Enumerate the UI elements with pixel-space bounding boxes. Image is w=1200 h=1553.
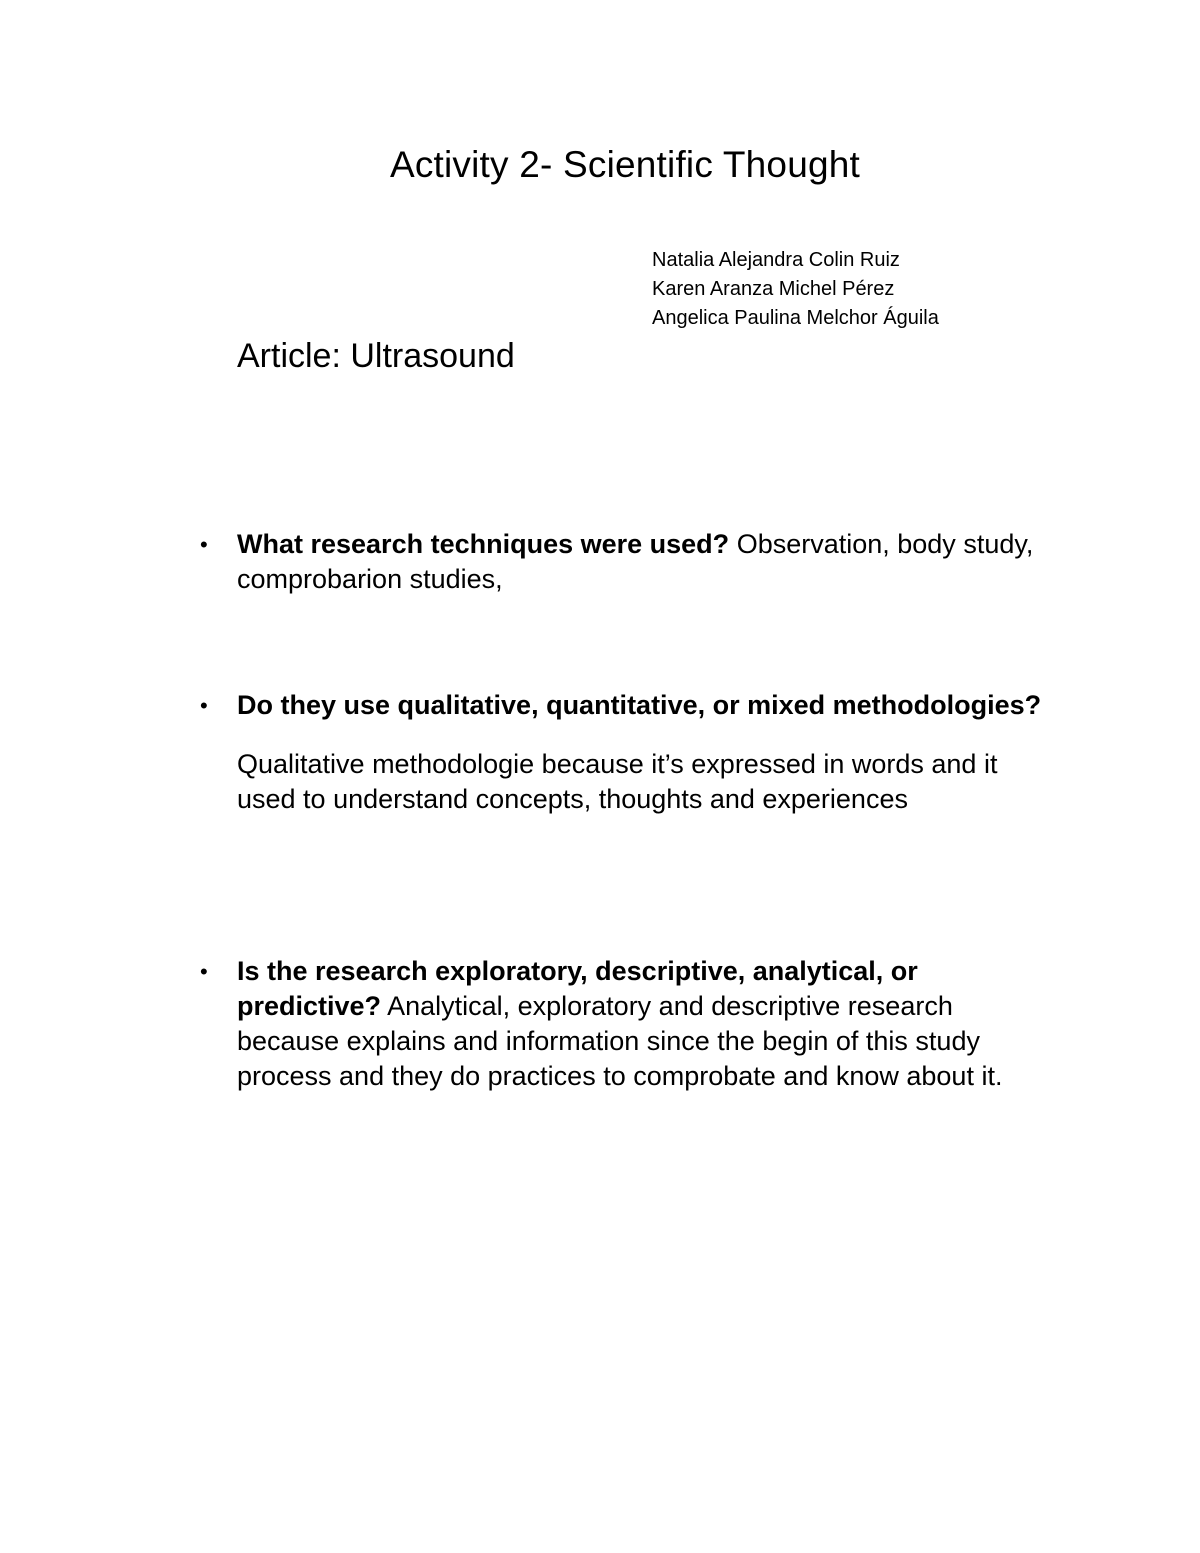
bullet-icon: • (200, 693, 208, 718)
author-name: Angelica Paulina Melchor Águila (652, 307, 939, 329)
author-name: Natalia Alejandra Colin Ruiz (652, 249, 900, 271)
answer-text: Observation, body study, comprobarion studies, (237, 529, 1034, 594)
answer-text: Qualitative methodologie because it’s expressed in words and it used to understand concepts, thoughts and experiences (237, 749, 998, 814)
article-heading: Article: Ultrasound (237, 337, 515, 375)
bullet-icon: • (200, 959, 208, 984)
question-text: What research techniques were used? (237, 529, 730, 559)
author-name: Karen Aranza Michel Pérez (652, 278, 895, 300)
question-text: Is the research exploratory, descriptive, analytical, or predictive? (237, 956, 918, 1021)
bullet-icon: • (200, 532, 208, 557)
question-text: Do they use qualitative, quantitative, or mixed methodologies? (237, 690, 1042, 720)
question-item (200, 954, 1047, 1094)
document-title: Activity 2- Scientific Thought (389, 144, 861, 185)
author-list (652, 246, 939, 333)
question-item (200, 527, 1047, 597)
answer-text: Analytical, exploratory and descriptive research because explains and information since the begin of this study process and they do practices to comprobate and know about it. (237, 991, 1003, 1091)
question-item (200, 688, 1047, 817)
